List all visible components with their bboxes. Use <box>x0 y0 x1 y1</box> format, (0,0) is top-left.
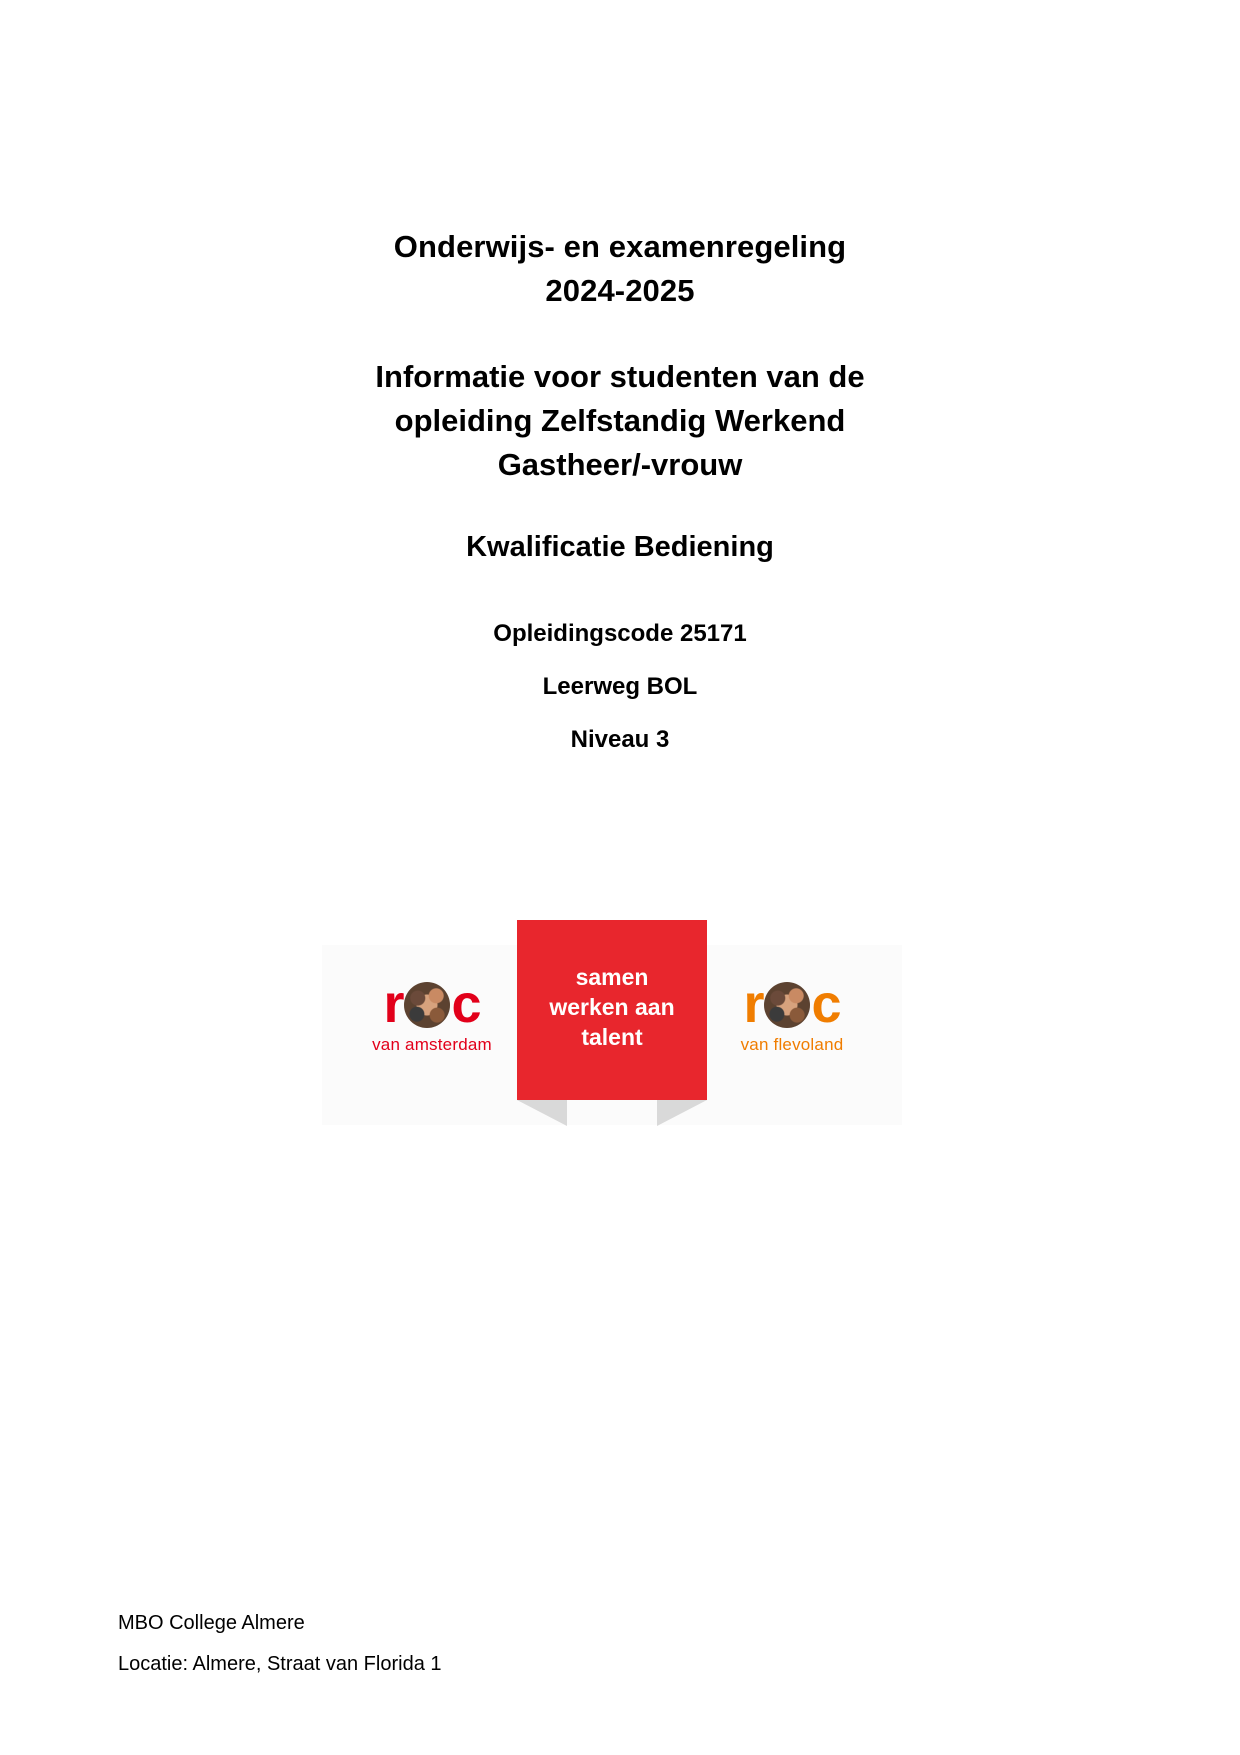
meta-niveau: Niveau 3 <box>570 726 670 753</box>
page-title-line-1: Onderwijs- en examenregeling <box>393 229 847 264</box>
qualification-heading: Kwalificatie Bediening <box>466 531 774 563</box>
roc-flevoland-logo <box>697 975 887 1080</box>
meta-leerweg: Leerweg BOL <box>542 673 698 700</box>
footer <box>118 1603 1018 1685</box>
slogan-line-3: talent <box>581 1024 643 1050</box>
roc-letter-r-right: r <box>743 974 764 1034</box>
roc-letter-c-right: c <box>811 974 841 1034</box>
title-spacer-1 <box>170 313 1070 355</box>
roc-amsterdam-logo <box>337 975 527 1080</box>
roc-letter-c-left: c <box>451 974 481 1034</box>
roc-people-circle-icon-left <box>404 982 450 1028</box>
title-spacer-3 <box>170 569 1070 607</box>
roc-people-circle-icon-right <box>764 982 810 1028</box>
title-spacer-2 <box>170 487 1070 525</box>
roc-wordmark-right <box>743 975 840 1033</box>
roc-wordmark-left <box>383 975 480 1033</box>
roc-letter-r-left: r <box>383 974 404 1034</box>
page-title-line-2: 2024-2025 <box>545 273 695 308</box>
slogan-text <box>517 920 707 1052</box>
subtitle-line-2: opleiding Zelfstandig Werkend <box>394 403 846 438</box>
footer-location: Locatie: Almere, Straat van Florida 1 <box>118 1653 442 1675</box>
slogan-line-1: samen <box>575 964 649 990</box>
slogan-line-2: werken aan <box>549 994 675 1020</box>
meta-opleidingscode: Opleidingscode 25171 <box>493 620 747 647</box>
roc-sublabel-flevoland: van flevoland <box>740 1035 844 1054</box>
roc-sublabel-amsterdam: van amsterdam <box>372 1035 492 1054</box>
subtitle-line-1: Informatie voor studenten van de <box>375 359 865 394</box>
footer-college: MBO College Almere <box>118 1612 305 1634</box>
title-block <box>170 225 1070 766</box>
subtitle-line-3: Gastheer/-vrouw <box>497 447 743 482</box>
slogan-banner <box>517 920 707 1100</box>
roc-logo <box>322 920 902 1125</box>
